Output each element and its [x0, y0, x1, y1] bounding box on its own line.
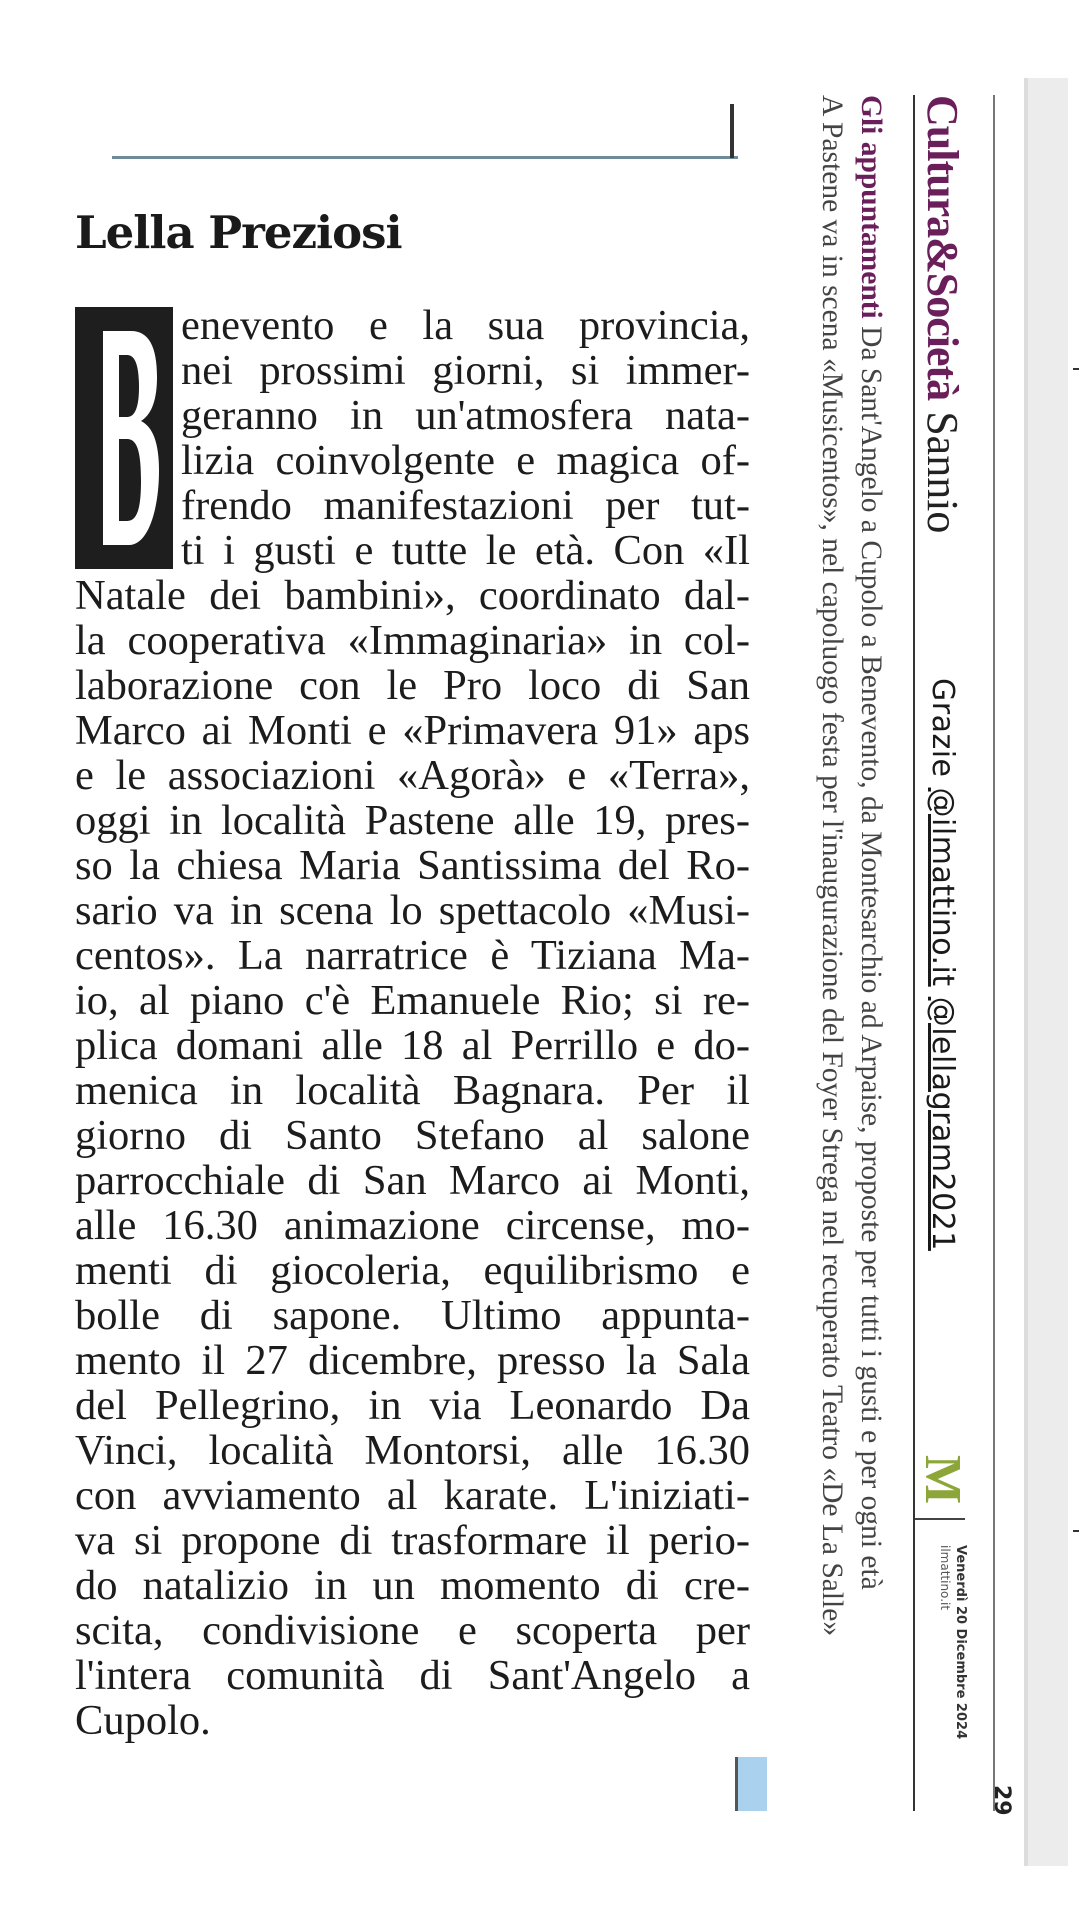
margin-tick — [1073, 1530, 1079, 1532]
article-line: oggi in località Pastene alle 19, pres- — [75, 797, 750, 844]
article-line: Natale dei bambini», coordinato dal- — [75, 572, 750, 619]
top-rule — [112, 156, 738, 159]
article-line: bolle di sapone. Ultimo appunta- — [75, 1292, 750, 1339]
article-body — [75, 303, 750, 1743]
article-line: l'intera comunità di Sant'Angelo a — [75, 1652, 750, 1699]
article-line: sario va in scena lo spettacolo «Musi- — [75, 887, 750, 934]
article-line: Marco ai Monti e «Primavera 91» aps — [75, 707, 750, 754]
article-line: so la chiesa Maria Santissima del Ro- — [75, 842, 750, 889]
issue-date: Venerdì 20 Dicembre 2024 — [953, 1545, 968, 1740]
page-shadow-strip — [1028, 78, 1068, 1866]
article-line: la cooperativa «Immaginaria» in col- — [75, 617, 750, 664]
article-line: ti i gusti e tutte le età. Con «Il — [181, 527, 750, 574]
standfirst-line-2: A Pastene va in scena «Musicentos», nel capoluogo festa per l'inaugurazione del Foyer Strega nel recuperato Teatro «De La Salle» — [816, 95, 848, 1637]
standfirst-line-1-text: Da Sant'Angelo a Cupolo a Benevento, da Montesarchio ad Arpaise, proposte per tutti i gusti e per ogni età — [855, 318, 887, 1590]
page-number: 29 — [989, 1785, 1014, 1816]
standfirst-line-1 — [854, 95, 887, 1590]
article-line: scita, condivisione e scoperta per — [75, 1607, 750, 1654]
section-rule — [913, 95, 915, 1811]
byline: Lella Preziosi — [75, 206, 402, 259]
article-line: mento il 27 dicembre, presso la Sala — [75, 1337, 750, 1384]
article-line: alle 16.30 animazione circense, mo- — [75, 1202, 750, 1249]
article-line: centos». La narratrice è Tiziana Ma- — [75, 932, 750, 979]
section-rule-outer — [993, 95, 995, 1811]
credit-handle-lellagram[interactable]: @lellagram2021 — [925, 996, 960, 1251]
site-url: ilmattino.it — [938, 1545, 952, 1611]
top-bar-marker — [730, 104, 734, 158]
article-line: plica domani alle 18 al Perrillo e do- — [75, 1022, 750, 1069]
section-brand: Cultura&Società — [918, 95, 967, 401]
article-line: menica in località Bagnara. Per il — [75, 1067, 750, 1114]
article-line: menti di giocoleria, equilibrismo e — [75, 1247, 750, 1294]
article-line: con avviamento al karate. L'iniziati- — [75, 1472, 750, 1519]
article-line: lizia coinvolgente e magica of- — [181, 437, 750, 484]
article-line: Vinci, località Montorsi, alle 16.30 — [75, 1427, 750, 1474]
logo-divider — [915, 1518, 965, 1520]
article-line: io, al piano c'è Emanuele Rio; si re- — [75, 977, 750, 1024]
article-line: nei prossimi giorni, si immer- — [181, 347, 750, 394]
section-header — [917, 95, 968, 533]
article-line: va si propone di trasformare il perio- — [75, 1517, 750, 1564]
article-line: do natalizio in un momento di cre- — [75, 1562, 750, 1609]
article-line: parrocchiale di San Marco ai Monti, — [75, 1157, 750, 1204]
section-region: Sannio — [918, 411, 967, 534]
article-line: giorno di Santo Stefano al salone — [75, 1112, 750, 1159]
article-line: laborazione con le Pro loco di San — [75, 662, 750, 709]
margin-tick — [1073, 368, 1079, 370]
credit-handle-ilmattino[interactable]: @ilmattino.it — [925, 787, 960, 987]
credit-prefix: Grazie — [925, 678, 960, 788]
social-credit — [925, 678, 960, 1251]
article-line: frendo manifestazioni per tut- — [181, 482, 750, 529]
article-line: Cupolo. — [75, 1697, 211, 1744]
il-mattino-logo: M — [914, 1455, 971, 1505]
standfirst-kicker: Gli appuntamenti — [855, 95, 887, 319]
article-line: geranno in un'atmosfera nata- — [181, 392, 750, 439]
article-line: del Pellegrino, in via Leonardo Da — [75, 1382, 750, 1429]
highlight-marker — [735, 1757, 767, 1811]
article-line: e le associazioni «Agorà» e «Terra», — [75, 752, 750, 799]
article-line: enevento e la sua provincia, — [181, 302, 750, 349]
